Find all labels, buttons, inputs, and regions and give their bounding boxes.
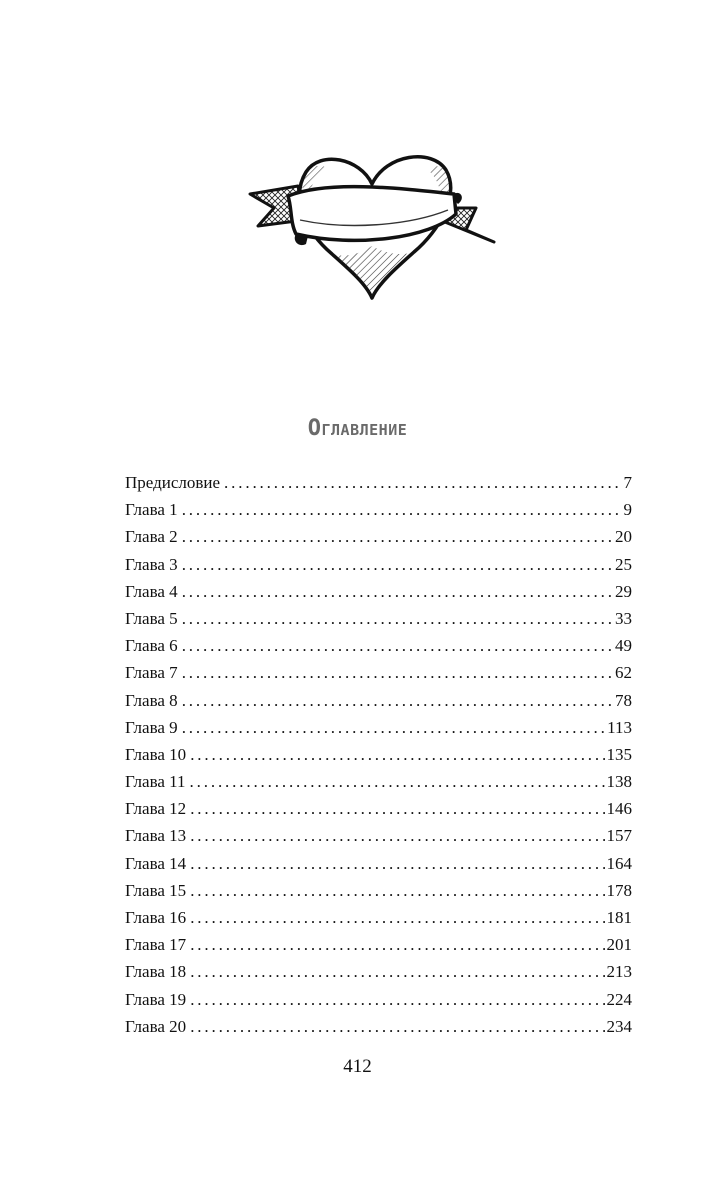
dot-leader [190, 822, 604, 849]
heart-with-banner-icon [248, 150, 496, 302]
dot-leader [190, 904, 604, 931]
dot-leader [190, 931, 604, 958]
toc-entry-chapter-10[interactable] [125, 741, 632, 768]
dot-leader [182, 714, 605, 741]
toc-entry-chapter-2[interactable] [125, 523, 632, 550]
toc-entry-page: 9 [623, 500, 632, 520]
toc-entry-page: 78 [615, 690, 632, 710]
toc-entry-chapter-8[interactable] [125, 687, 632, 714]
dot-leader [182, 659, 613, 686]
toc-entry-label: Глава 8 [125, 690, 178, 710]
toc-entry-page: 138 [606, 772, 632, 792]
toc-entry-label: Глава 19 [125, 989, 187, 1009]
toc-entry-chapter-4[interactable] [125, 578, 632, 605]
toc-entry-label: Глава 2 [125, 527, 178, 547]
toc-entry-label: Глава 13 [125, 826, 187, 846]
toc-entry-label: Глава 3 [125, 554, 178, 574]
toc-entry-page: 164 [606, 853, 632, 873]
toc-entry-chapter-15[interactable] [125, 877, 632, 904]
toc-entry-page: 201 [606, 935, 632, 955]
dot-leader [182, 496, 622, 523]
dot-leader [182, 687, 613, 714]
dot-leader [190, 768, 605, 795]
dot-leader [190, 1013, 604, 1040]
toc-entry-chapter-13[interactable] [125, 822, 632, 849]
toc-entry-preface[interactable] [125, 469, 632, 496]
toc-entry-page: 234 [606, 1016, 632, 1036]
toc-entry-label: Глава 16 [125, 908, 187, 927]
toc-entry-label: Глава 5 [125, 608, 178, 628]
dot-leader [190, 958, 604, 985]
dot-leader [182, 523, 613, 550]
toc-entry-chapter-19[interactable] [125, 986, 632, 1013]
toc-entry-page: 20 [615, 527, 632, 547]
toc-entry-chapter-3[interactable] [125, 551, 632, 578]
toc-entry-label: Глава 18 [125, 962, 187, 982]
dot-leader [190, 795, 604, 822]
toc-entry-page: 29 [615, 581, 632, 601]
toc-entry-chapter-7[interactable] [125, 659, 632, 686]
toc-entry-chapter-17[interactable] [125, 931, 632, 958]
toc-entry-chapter-20[interactable] [125, 1013, 632, 1040]
toc-entry-page: 178 [606, 880, 632, 900]
toc-title: Оглавление [307, 416, 408, 441]
toc-entry-chapter-18[interactable] [125, 958, 632, 985]
toc-entry-page: 213 [606, 962, 632, 982]
dot-leader [190, 877, 604, 904]
page-number: 412 [343, 1056, 372, 1077]
toc-entry-label: Глава 15 [125, 880, 187, 900]
dot-leader [182, 578, 613, 605]
toc-entry-label: Глава 12 [125, 799, 187, 819]
toc-entry-label: Глава 6 [125, 636, 178, 656]
dot-leader [190, 850, 604, 877]
dot-leader [182, 632, 613, 659]
toc-entry-page: 7 [623, 473, 632, 492]
toc-entry-label: Глава 9 [125, 717, 178, 737]
dot-leader [190, 741, 604, 768]
toc-entry-page: 181 [606, 908, 632, 927]
toc-entry-chapter-12[interactable] [125, 795, 632, 822]
toc-entry-chapter-1[interactable] [125, 496, 632, 523]
dot-leader [190, 986, 604, 1013]
toc-entry-chapter-5[interactable] [125, 605, 632, 632]
toc-entry-label: Глава 1 [125, 500, 178, 520]
toc-entry-page: 49 [615, 636, 632, 656]
toc-entry-page: 33 [615, 608, 632, 628]
toc-entry-label: Глава 4 [125, 581, 178, 601]
toc-entry-page: 224 [606, 989, 632, 1009]
toc-entry-chapter-9[interactable] [125, 714, 632, 741]
toc-entry-label: Предисловие [125, 473, 221, 492]
toc-entry-chapter-16[interactable] [125, 904, 632, 931]
toc-entry-chapter-14[interactable] [125, 850, 632, 877]
toc-entry-label: Глава 10 [125, 744, 187, 764]
dot-leader [182, 605, 613, 632]
table-of-contents [125, 469, 632, 1040]
toc-entry-page: 146 [606, 799, 632, 819]
toc-entry-chapter-11[interactable] [125, 768, 632, 795]
toc-entry-page: 62 [615, 663, 632, 683]
dot-leader [182, 551, 613, 578]
toc-entry-page: 135 [606, 744, 632, 764]
toc-entry-label: Глава 11 [125, 772, 186, 792]
toc-entry-chapter-6[interactable] [125, 632, 632, 659]
toc-entry-label: Глава 17 [125, 935, 187, 955]
dot-leader [224, 469, 621, 496]
toc-entry-page: 157 [606, 826, 632, 846]
toc-entry-label: Глава 14 [125, 853, 187, 873]
toc-entry-page: 113 [607, 717, 632, 737]
toc-entry-label: Глава 20 [125, 1016, 187, 1036]
toc-entry-label: Глава 7 [125, 663, 178, 683]
toc-entry-page: 25 [615, 554, 632, 574]
